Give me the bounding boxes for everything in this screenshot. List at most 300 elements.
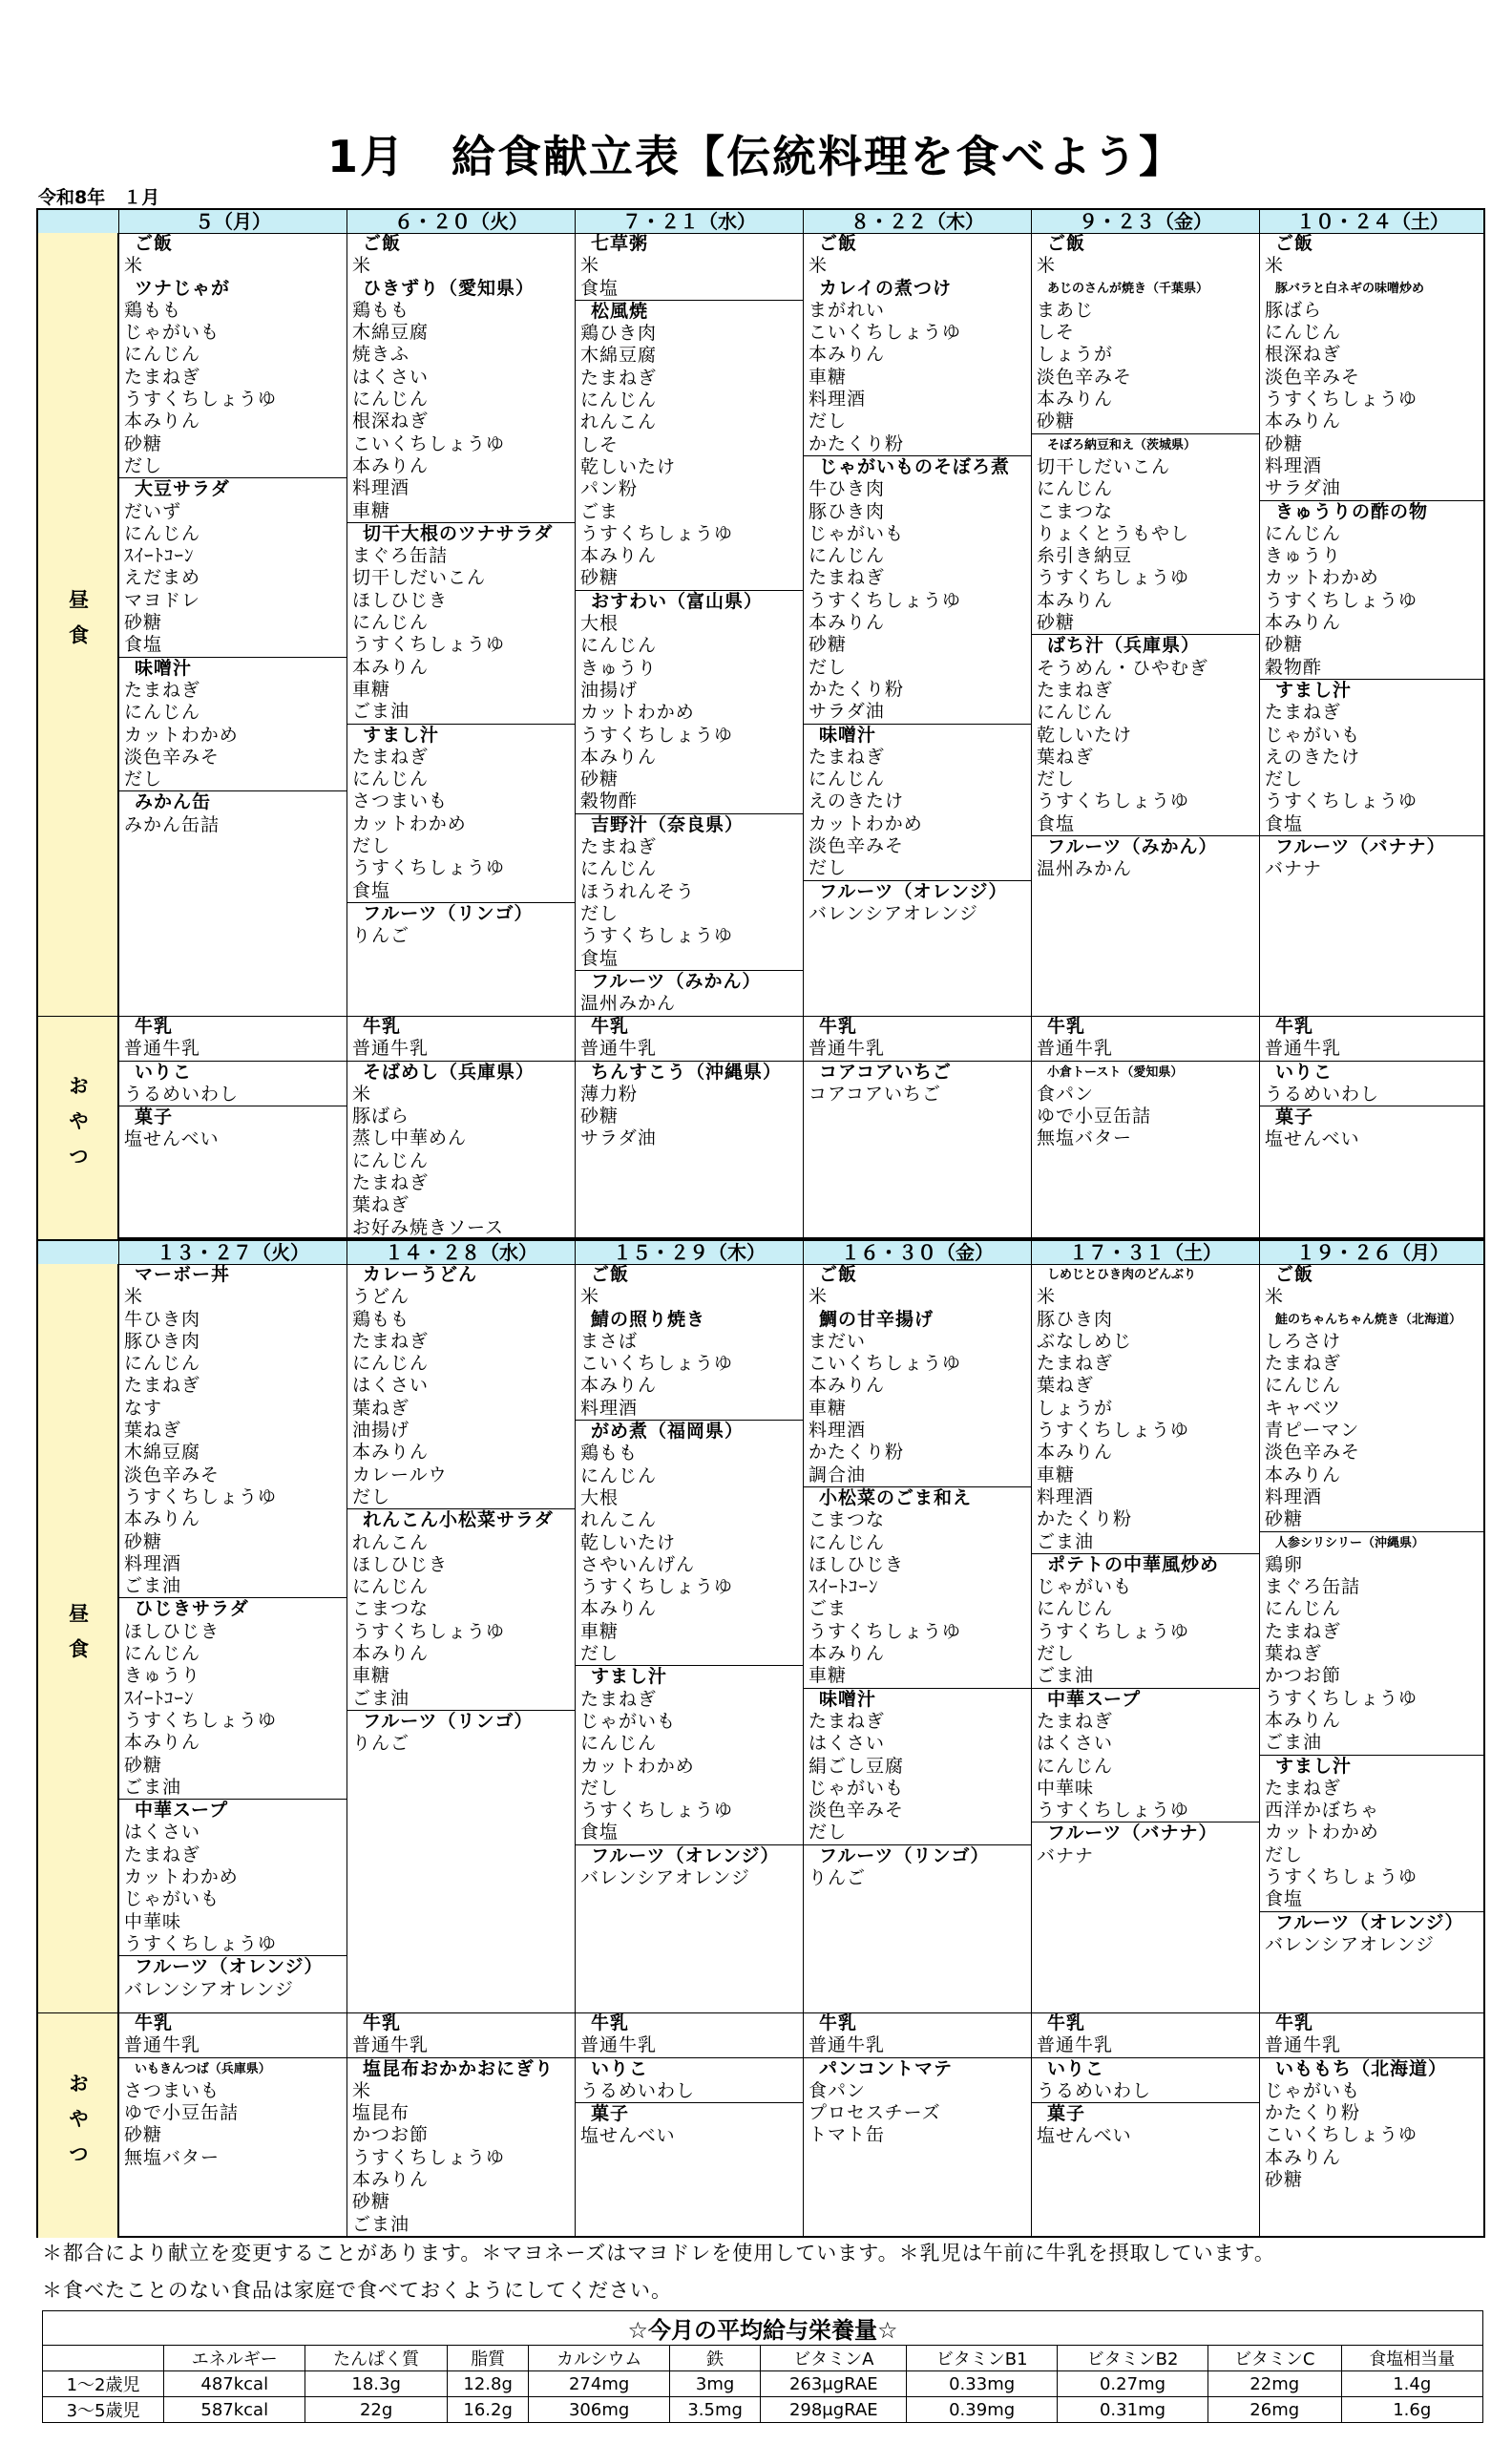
ingredient: 豚ひき肉	[808, 500, 886, 522]
dish-name: ポテトの中華風炒め	[1047, 1553, 1220, 1575]
ingredient: たまねぎ	[124, 366, 201, 388]
ingredient: うすくちしょうゆ	[1032, 1800, 1259, 1822]
dish-name: きゅうりの酢の物	[1275, 500, 1429, 522]
ingredient: にんじん	[1037, 1755, 1114, 1777]
ingredient: 砂糖	[1032, 612, 1259, 635]
ingredient: ごま	[580, 500, 620, 522]
dish-name: 鯛の甘辛揚げ	[819, 1308, 934, 1330]
dish-name: すまし汁	[1275, 1755, 1353, 1777]
ingredient: こまつな	[352, 1598, 430, 1620]
ingredient: バレンシアオレンジ	[580, 1867, 750, 1889]
day-header: ８・２２（木）	[803, 210, 1031, 233]
ingredient: 料理酒	[576, 1398, 803, 1421]
ingredient: 米	[352, 1083, 372, 1105]
ingredient: うすくちしょうゆ	[1265, 790, 1418, 812]
ingredient: 塩せんべい	[1265, 1128, 1360, 1150]
ingredient: カットわかめ	[580, 702, 695, 724]
ingredient: じゃがいも	[124, 1888, 220, 1910]
ingredient: にんじん	[352, 1353, 430, 1375]
ingredient: 淡色辛みそ	[1265, 1442, 1361, 1464]
ingredient: カットわかめ	[1265, 567, 1379, 589]
ingredient: 本みりん	[808, 612, 886, 634]
lunch-column	[803, 233, 1031, 1016]
ingredient: 車糖	[347, 500, 575, 523]
dish-name: ご飯	[819, 233, 858, 254]
ingredient: はくさい	[352, 1375, 430, 1397]
ingredient: うすくちしょうゆ	[352, 1620, 506, 1642]
dish-name: いももち（北海道）	[1275, 2057, 1448, 2079]
ingredient: 料理酒	[124, 1552, 182, 1574]
ingredient: ごま油	[347, 1688, 575, 1711]
ingredient: ｽｲｰﾄｺｰﾝ	[124, 1687, 195, 1709]
ingredient: 車糖	[808, 366, 848, 388]
dish-name: おすわい（富山県）	[591, 590, 764, 612]
ingredient: 鶏もも	[580, 1443, 639, 1464]
lunch-label	[38, 1264, 118, 2012]
ingredient: うすくちしょうゆ	[124, 389, 278, 411]
nutrition-cell: 18.3g	[305, 2371, 447, 2397]
ingredient: 塩せんべい	[1037, 2125, 1132, 2147]
ingredient: 普通牛乳	[119, 2034, 346, 2057]
day-header-row	[38, 1241, 1483, 1265]
nutrition-cell: 1～2歳児	[43, 2371, 164, 2397]
ingredient: 砂糖	[124, 612, 163, 634]
ingredient: 豚ばら	[352, 1106, 410, 1127]
nutrition-header: エネルギー	[164, 2346, 305, 2371]
ingredient: にんじん	[580, 858, 658, 880]
nutrition-cell: 298μgRAE	[761, 2397, 907, 2423]
ingredient: たまねぎ	[124, 1844, 201, 1865]
ingredient: たまねぎ	[1265, 1620, 1342, 1642]
lunch-column	[1031, 233, 1259, 1016]
dish-name: れんこん小松菜サラダ	[363, 1509, 554, 1531]
snack-column	[118, 1016, 346, 1239]
dish-name: 牛乳	[591, 2012, 630, 2033]
ingredient: かたくり粉	[808, 1442, 905, 1464]
ingredient: 米	[352, 255, 372, 277]
snack-column	[346, 1016, 575, 1239]
nutrition-cell: 22g	[305, 2397, 447, 2423]
ingredient: 普通牛乳	[1032, 1038, 1259, 1061]
nutrition-cell: 263μgRAE	[761, 2371, 907, 2397]
ingredient: 食パン	[808, 2079, 867, 2101]
nutrition-cell: 3mg	[669, 2371, 761, 2397]
ingredient: 淡色辛みそ	[808, 1800, 905, 1822]
ingredient: だし	[1265, 1844, 1304, 1865]
ingredient: 乾しいたけ	[580, 455, 677, 477]
nutrition-cell: 26mg	[1208, 2397, 1341, 2423]
ingredient: にんじん	[1265, 322, 1342, 344]
dish-name: しめじとひき肉のどんぶり	[1047, 1268, 1197, 1282]
snack-column	[803, 2012, 1031, 2238]
ingredient: 本みりん	[352, 1442, 430, 1464]
nutrition-header: ビタミンB1	[907, 2346, 1058, 2371]
ingredient: たまねぎ	[1265, 702, 1342, 724]
ingredient: バナナ	[1265, 858, 1323, 880]
lunch-column	[575, 1264, 803, 2012]
ingredient: 本みりん	[124, 1508, 201, 1530]
ingredient: 無塩バター	[124, 2146, 220, 2168]
day-header-row	[38, 210, 1483, 234]
dish-name: 味噌汁	[135, 657, 193, 679]
dish-name: フルーツ（リンゴ）	[819, 1844, 990, 1866]
ingredient: 砂糖	[576, 567, 803, 590]
ingredient: きゅうり	[580, 657, 658, 679]
ingredient: 木綿豆腐	[124, 1442, 201, 1464]
ingredient: たまねぎ	[124, 679, 201, 701]
ingredient: 車糖	[804, 1665, 1031, 1688]
ingredient: にんじん	[1037, 478, 1114, 500]
lunch-column	[346, 1264, 575, 2012]
ingredient: 本みりん	[1265, 1709, 1342, 1731]
ingredient: れんこん	[580, 1509, 658, 1531]
dish-name: 小松菜のごま和え	[819, 1486, 973, 1508]
ingredient: かつお節	[352, 2124, 430, 2146]
nutrition-header: 脂質	[447, 2346, 529, 2371]
ingredient: さつまいも	[352, 790, 449, 812]
ingredient: きゅうり	[1265, 545, 1342, 567]
nutrition-cell: 0.33mg	[907, 2371, 1058, 2397]
ingredient: こいくちしょうゆ	[1265, 2124, 1418, 2146]
lunch-label-text: 昼食	[66, 1603, 90, 1674]
ingredient: カットわかめ	[808, 812, 923, 834]
lunch-column	[118, 1264, 346, 2012]
ingredient: えだまめ	[124, 567, 201, 589]
ingredient: うすくちしょうゆ	[124, 1485, 278, 1507]
ingredient: かたくり粉	[804, 433, 1031, 456]
ingredient: ごま油	[1032, 1531, 1259, 1554]
menu-table-week-2	[36, 1239, 1485, 2238]
ingredient: 調合油	[804, 1464, 1031, 1487]
note-line-1: ＊都合により献立を変更することがあります。＊マヨネーズはマヨドレを使用しています。＊乳児は午前に牛乳を摂取しています。	[42, 2242, 1275, 2265]
ingredient: 本みりん	[1037, 1442, 1114, 1464]
ingredient: ごま油	[1032, 1665, 1259, 1688]
ingredient: にんじん	[124, 702, 201, 724]
ingredient: 本みりん	[808, 1375, 886, 1397]
ingredient: だし	[804, 1822, 1031, 1844]
ingredient: しそ	[1037, 322, 1076, 344]
ingredient: だし	[580, 902, 620, 924]
ingredient: じゃがいも	[1265, 724, 1361, 746]
ingredient: しょうが	[1037, 344, 1114, 366]
dish-name: ご飯	[591, 1264, 630, 1285]
dish-name: パンコントマテ	[819, 2057, 954, 2079]
nutrition-cell: 16.2g	[447, 2397, 529, 2423]
ingredient: じゃがいも	[808, 1777, 905, 1799]
ingredient: 車糖	[1037, 1464, 1076, 1485]
ingredient: カットわかめ	[580, 1755, 695, 1777]
ingredient: 砂糖	[1265, 432, 1304, 454]
ingredient: ほしひじき	[352, 589, 449, 611]
nutrition-header: ビタミンB2	[1058, 2346, 1208, 2371]
ingredient: バナナ	[1037, 1844, 1095, 1866]
dish-name: そぼろ納豆和え（茨城県）	[1047, 437, 1197, 453]
ingredient: 普通牛乳	[1260, 1038, 1485, 1061]
dish-name: ひじきサラダ	[135, 1598, 249, 1620]
day-header: ９・２３（金）	[1031, 210, 1259, 233]
ingredient: まあじ	[1037, 299, 1095, 321]
ingredient: たまねぎ	[1265, 1777, 1342, 1799]
nutrition-header-row	[43, 2346, 1483, 2371]
ingredient: 牛ひき肉	[808, 478, 886, 500]
ingredient: ごま	[808, 1598, 848, 1620]
ingredient: たまねぎ	[124, 1375, 201, 1397]
ingredient: だし	[1037, 1643, 1076, 1665]
ingredient: 本みりん	[124, 411, 201, 432]
nutrition-cell: 22mg	[1208, 2371, 1341, 2397]
ingredient: 本みりん	[1265, 411, 1342, 432]
dish-name: ちんすこう（沖縄県）	[591, 1061, 783, 1083]
ingredient: 食塩	[1260, 813, 1485, 836]
ingredient: 食塩	[1260, 1888, 1485, 1911]
ingredient: バレンシアオレンジ	[808, 902, 978, 924]
ingredient: 砂糖	[1260, 1508, 1485, 1531]
ingredient: サラダ油	[580, 1127, 657, 1149]
day-header: １７・３１（土）	[1031, 1241, 1259, 1264]
ingredient: ｽｲｰﾄｺｰﾝ	[808, 1576, 879, 1598]
ingredient: 車糖	[352, 678, 391, 700]
ingredient: 大根	[580, 613, 620, 635]
nutrition-row	[43, 2397, 1483, 2423]
dish-name: 牛乳	[1275, 2012, 1314, 2033]
ingredient: だし	[576, 1643, 803, 1666]
ingredient: たまねぎ	[1037, 1710, 1114, 1732]
snack-label-text: おやつ	[66, 1074, 90, 1181]
ingredient: ごま油	[119, 1575, 346, 1598]
dish-name: そばめし（兵庫県）	[363, 1061, 536, 1083]
dish-name: 牛乳	[1047, 2012, 1086, 2033]
nutrition-cell: 0.31mg	[1058, 2397, 1208, 2423]
nutrition-header: ビタミンC	[1208, 2346, 1341, 2371]
ingredient: マヨドレ	[124, 589, 201, 611]
ingredient: だし	[352, 835, 391, 857]
nutrition-header: ビタミンA	[761, 2346, 907, 2371]
dish-name: 鯖の照り焼き	[591, 1308, 706, 1330]
ingredient: じゃがいも	[1265, 2079, 1361, 2101]
dish-name: フルーツ（オレンジ）	[1275, 1911, 1464, 1933]
snack-column	[1259, 1016, 1485, 1239]
ingredient: りんご	[352, 1733, 410, 1755]
ingredient: 米	[124, 255, 144, 277]
nutrition-cell: 487kcal	[164, 2371, 305, 2397]
snack-label-text: おやつ	[66, 2072, 90, 2179]
ingredient: にんじん	[1037, 1598, 1114, 1620]
dish-name: 牛乳	[363, 1016, 402, 1037]
dish-name: ご飯	[363, 233, 402, 254]
snack-column	[1259, 2012, 1485, 2238]
ingredient: 葉ねぎ	[352, 1194, 410, 1216]
nutrition-cell: 0.39mg	[907, 2397, 1058, 2423]
ingredient: 葉ねぎ	[124, 1420, 182, 1442]
nutrition-header: 食塩相当量	[1341, 2346, 1482, 2371]
ingredient: 料理酒	[1265, 1485, 1323, 1507]
ingredient: 米	[1265, 255, 1285, 277]
ingredient: 淡色辛みそ	[1037, 366, 1133, 388]
ingredient: 砂糖	[580, 769, 620, 790]
ingredient: 米	[808, 255, 829, 277]
ingredient: 鶏もも	[124, 299, 182, 321]
ingredient: じゃがいも	[1037, 1576, 1133, 1598]
dish-name: ご飯	[1047, 233, 1086, 254]
ingredient: ほしひじき	[808, 1553, 905, 1575]
ingredient: にんじん	[124, 344, 201, 366]
ingredient: サラダ油	[1260, 477, 1485, 500]
ingredient: カレールウ	[352, 1464, 448, 1485]
dish-name: いりこ	[135, 1061, 193, 1083]
snack-column	[575, 2012, 803, 2238]
snack-column	[118, 2012, 346, 2238]
ingredient: さやいんげん	[580, 1553, 696, 1575]
dish-name: いりこ	[591, 2057, 649, 2079]
dish-name: フルーツ（リンゴ）	[363, 902, 534, 924]
ingredient: だし	[1265, 769, 1304, 790]
ingredient: しょうが	[1037, 1397, 1114, 1419]
lunch-label-text: 昼食	[66, 589, 90, 660]
dish-name: 中華スープ	[1047, 1688, 1142, 1710]
ingredient: だし	[347, 1486, 575, 1509]
ingredient: 牛ひき肉	[124, 1308, 201, 1330]
dish-name: コアコアいちご	[819, 1061, 953, 1083]
ingredient: たまねぎ	[352, 1172, 430, 1194]
dish-name: カレーうどん	[363, 1264, 478, 1285]
dish-name: マーボー丼	[135, 1264, 231, 1285]
ingredient: 砂糖	[124, 2124, 163, 2146]
dish-name: ご飯	[1275, 233, 1314, 254]
day-header: １９・２６（月）	[1259, 1241, 1485, 1264]
ingredient: 本みりん	[1265, 612, 1342, 634]
dish-name: 牛乳	[591, 1016, 630, 1037]
dish-name: ご飯	[1275, 1264, 1314, 1285]
ingredient: 穀物酢	[1260, 657, 1485, 680]
dish-name: すまし汁	[591, 1666, 668, 1688]
ingredient: はくさい	[1037, 1733, 1114, 1755]
ingredient: 普通牛乳	[576, 2034, 803, 2057]
ingredient: 鶏卵	[1265, 1553, 1304, 1575]
nutrition-caption: ☆今月の平均給与栄養量☆	[43, 2311, 1483, 2346]
ingredient: れんこん	[352, 1531, 430, 1553]
ingredient: ごま油	[352, 2213, 410, 2235]
ingredient: だし	[119, 769, 346, 791]
ingredient: たまねぎ	[580, 836, 658, 858]
ingredient: うすくちしょうゆ	[1265, 1687, 1418, 1709]
ingredient: うすくちしょうゆ	[1037, 1620, 1190, 1642]
ingredient: 葉ねぎ	[1037, 1375, 1095, 1397]
snack-label	[38, 1016, 118, 1239]
ingredient: 青ピーマン	[1265, 1420, 1360, 1442]
ingredient: 豚ひき肉	[124, 1330, 201, 1352]
dish-name: ばち汁（兵庫県）	[1047, 635, 1201, 657]
ingredient: たまねぎ	[1265, 1353, 1342, 1375]
ingredient: こいくちしょうゆ	[580, 1353, 734, 1375]
ingredient: ほうれんそう	[580, 880, 696, 902]
nutrition-caption-row	[43, 2311, 1483, 2346]
dish-name: 松風焼	[591, 300, 649, 322]
dish-name: 切干大根のツナサラダ	[363, 522, 554, 544]
nutrition-cell: 587kcal	[164, 2397, 305, 2423]
lunch-column	[346, 233, 575, 1016]
ingredient: うすくちしょうゆ	[1037, 567, 1190, 589]
ingredient: たまねぎ	[1037, 1353, 1114, 1375]
ingredient: にんじん	[124, 1643, 201, 1665]
ingredient: うすくちしょうゆ	[1265, 389, 1418, 411]
ingredient: 車糖	[352, 1665, 391, 1687]
ingredient: こまつな	[808, 1509, 886, 1531]
ingredient: りんご	[352, 925, 410, 947]
ingredient: 砂糖	[1032, 411, 1259, 433]
dish-name: フルーツ（オレンジ）	[135, 1956, 324, 1978]
ingredient: 中華味	[1037, 1777, 1095, 1799]
ingredient: 普通牛乳	[804, 1038, 1031, 1061]
ingredient: 本みりん	[580, 545, 658, 567]
day-header: ５（月）	[118, 210, 346, 233]
dish-name: 菓子	[1275, 1106, 1314, 1128]
ingredient: 本みりん	[1265, 1464, 1342, 1485]
nutrition-cell: 306mg	[529, 2397, 669, 2423]
ingredient: うすくちしょうゆ	[808, 1620, 962, 1642]
dish-name: カレイの煮つけ	[819, 277, 953, 299]
ingredient: たまねぎ	[580, 1688, 658, 1710]
ingredient: だし	[580, 1777, 620, 1799]
ingredient: にんじん	[124, 522, 201, 544]
ingredient: 切干しだいこん	[1037, 455, 1171, 477]
ingredient: 砂糖	[1265, 634, 1304, 656]
ingredient: にんじん	[580, 1733, 658, 1755]
ingredient: ごま油	[1260, 1732, 1485, 1755]
ingredient: 本みりん	[580, 1598, 658, 1620]
ingredient: カットわかめ	[1265, 1822, 1379, 1844]
ingredient: 木綿豆腐	[352, 322, 430, 344]
ingredient: 蒸し中華めん	[352, 1127, 468, 1149]
ingredient: うすくちしょうゆ	[1265, 589, 1418, 611]
era-month-label: 令和8年 １月	[38, 187, 160, 208]
dish-name: 豚バラと白ネギの味噌炒め	[1275, 281, 1425, 296]
ingredient: 食塩	[576, 948, 803, 971]
ingredient: こいくちしょうゆ	[352, 432, 506, 454]
ingredient: 根深ねぎ	[1265, 344, 1342, 366]
ingredient: 砂糖	[124, 1754, 163, 1776]
ingredient: 豚ばら	[1265, 299, 1323, 321]
dish-name: フルーツ（みかん）	[1047, 836, 1218, 858]
nutrition-cell: 274mg	[529, 2371, 669, 2397]
ingredient: かつお節	[1265, 1665, 1342, 1687]
ingredient: うどん	[352, 1286, 410, 1308]
ingredient: うすくちしょうゆ	[352, 634, 506, 656]
ingredient: キャベツ	[1265, 1397, 1342, 1419]
day-header: １０・２４（土）	[1259, 210, 1485, 233]
nutrition-header: カルシウム	[529, 2346, 669, 2371]
ingredient: お好み焼きソース	[352, 1216, 505, 1238]
ingredient: こいくちしょうゆ	[808, 1353, 962, 1375]
day-header: ６・２０（火）	[346, 210, 575, 233]
ingredient: うすくちしょうゆ	[580, 1576, 734, 1598]
ingredient: じゃがいも	[808, 522, 905, 544]
ingredient: 本みりん	[124, 1732, 201, 1754]
ingredient: 無塩バター	[1037, 1127, 1133, 1149]
ingredient: ごま油	[347, 701, 575, 724]
ingredient: にんじん	[352, 1149, 430, 1171]
ingredient: プロセスチーズ	[808, 2102, 941, 2124]
ingredient: にんじん	[352, 389, 430, 411]
ingredient: たまねぎ	[1037, 679, 1114, 701]
ingredient: 米	[124, 1286, 144, 1308]
ingredient: にんじん	[808, 1531, 886, 1553]
ingredient: だし	[808, 656, 848, 678]
ingredient: 砂糖	[808, 634, 848, 656]
dish-name: みかん缶	[135, 791, 212, 813]
ingredient: 塩昆布	[352, 2102, 410, 2124]
ingredient: 普通牛乳	[804, 2034, 1031, 2057]
ingredient: 塩せんべい	[580, 2125, 676, 2147]
